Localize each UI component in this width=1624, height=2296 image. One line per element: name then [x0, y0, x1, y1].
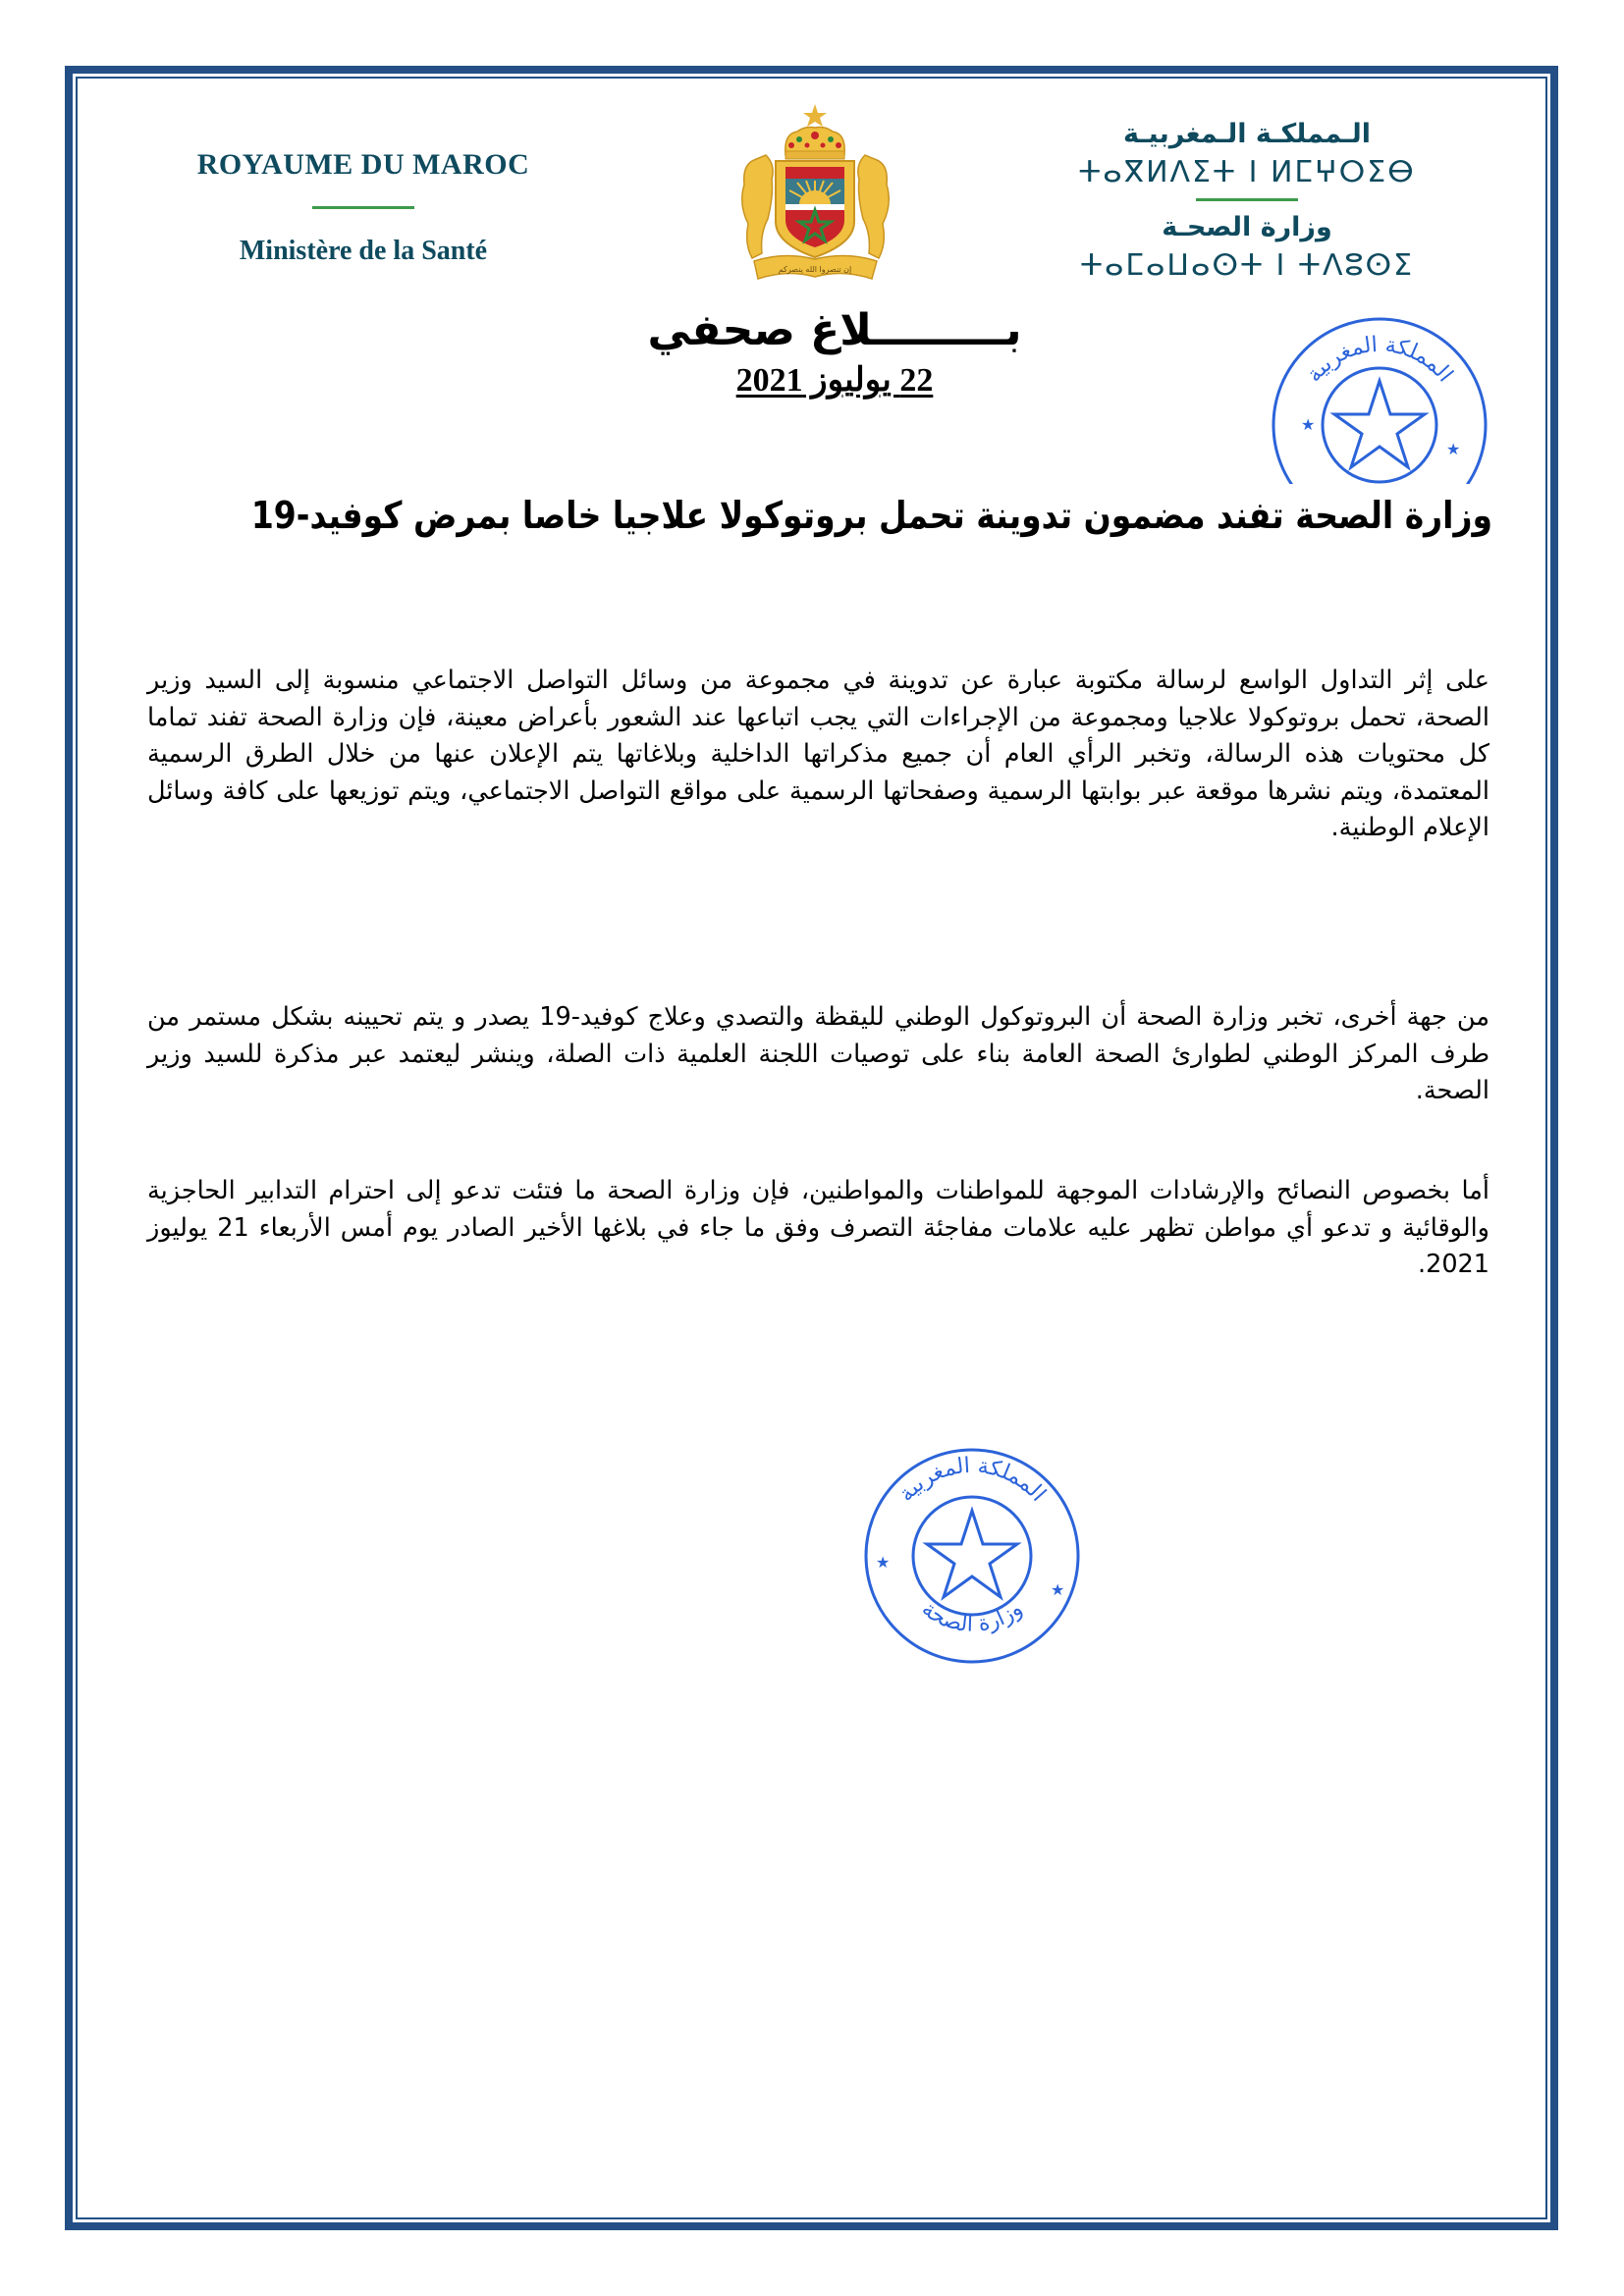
star-icon — [927, 1511, 1017, 1597]
kingdom-title-ar: الـمملكـة الـمغربيـة — [1122, 119, 1372, 149]
french-letterhead — [147, 145, 579, 268]
date-text: 22 يوليوز 2021 — [735, 362, 934, 399]
kingdom-title-fr: ROYAUME DU MAROC — [196, 148, 530, 181]
press-release-label: بـــــــــلاغ صحفي — [647, 305, 1022, 355]
paragraph-text: على إثر التداول الواسع لرسالة مكتوبة عبارة عن تدوينة في مجموعة من وسائل التواصل الاجتماعي منسوبة إلى السيد وزير الصحة، تحمل بروتوكولا علاجيا ومجموعة من الإجراءات التي يجب اتباعها عند الشعور بأعراض معينة، فإن وزارة الصحة تفند تماما كل محتويات هذه الرسالة، وتخبر الرأي العام أن جميع مذكراتها الداخلية وبلاغاتها يتم الإعلان عنها من خلال الطرق الرسمية المعتمدة، ويتم نشرها موقعة عبر بوابتها الرسمية وصفحاتها الرسمية على مواقع التواصل الاجتماعي، ويتم توزيعها على كافة وسائل الإعلام الوطنية. — [147, 666, 1489, 842]
paragraph-text: من جهة أخرى، تخبر وزارة الصحة أن البروتوكول الوطني لليقظة والتصدي وعلاج كوفيد-19 يصدر و يتم تحيينه بشكل مستمر من طرف المركز الوطني لطوارئ الصحة العامة بناء على توصيات اللجنة العلمية ذات الصلة، وينشر ليعتمد عبر مذكرة للسيد وزير الصحة. — [147, 1002, 1489, 1105]
arabic-letterhead — [1041, 116, 1453, 286]
paragraph-text: أما بخصوص النصائح والإرشادات الموجهة للمواطنات والمواطنين، فإن وزارة الصحة ما فتئت تدعو إلى احترام التدابير الحاجزية والوقائية و تدعو أي مواطن تظهر عليه علامات مفاجئة التصرف وفق ما جاء في بلاغها الأخير الصادر يوم أمس الأربعاء 21 يوليوز 2021. — [147, 1176, 1489, 1279]
lion-left — [742, 155, 773, 258]
paragraph-3 — [147, 1173, 1489, 1284]
svg-text:المملكة المغربية — [894, 1454, 1051, 1507]
stamp-bottom-text: وزارة الصحة — [916, 1596, 1028, 1637]
svg-text:★: ★ — [1301, 417, 1316, 434]
emblem-motto: إن تنصروا الله ينصركم — [778, 265, 852, 274]
ministry-title-fr: Ministère de la Santé — [239, 236, 488, 266]
paragraph-2 — [147, 999, 1489, 1110]
crown-icon — [785, 104, 845, 159]
header-divider-ar — [1196, 198, 1298, 201]
lion-right — [858, 155, 889, 258]
svg-text:★: ★ — [1446, 442, 1461, 458]
press-release-date — [628, 361, 1041, 400]
svg-text:★: ★ — [876, 1555, 891, 1572]
stamp-top-text: المملكة المغربية — [1302, 332, 1458, 388]
moroccan-coat-of-arms-icon — [715, 96, 916, 293]
header-divider — [312, 206, 414, 209]
svg-text:★: ★ — [1051, 1582, 1065, 1599]
paragraph-1 — [147, 663, 1489, 847]
ministry-stamp-top — [1262, 312, 1497, 484]
ministry-title-tifinagh: ⵜⴰⵎⴰⵡⴰⵙⵜ ⵏ ⵜⴷⵓⵙⵉ — [1079, 248, 1415, 283]
kingdom-title-tifinagh: ⵜⴰⴳⵍⴷⵉⵜ ⵏ ⵍⵎⵖⵔⵉⴱ — [1078, 155, 1416, 189]
ministry-title-ar: وزارة الصحـة — [1162, 212, 1332, 242]
star-icon — [1334, 381, 1425, 467]
svg-text:وزارة الصحة — [917, 1597, 1027, 1637]
ministry-stamp-bottom — [854, 1438, 1090, 1674]
stamp-bottom-top-text: المملكة المغربية — [893, 1453, 1051, 1507]
headline: وزارة الصحة تفند مضمون تدوينة تحمل بروتوكولا علاجيا خاصا بمرض كوفيد-19 — [250, 493, 1492, 538]
